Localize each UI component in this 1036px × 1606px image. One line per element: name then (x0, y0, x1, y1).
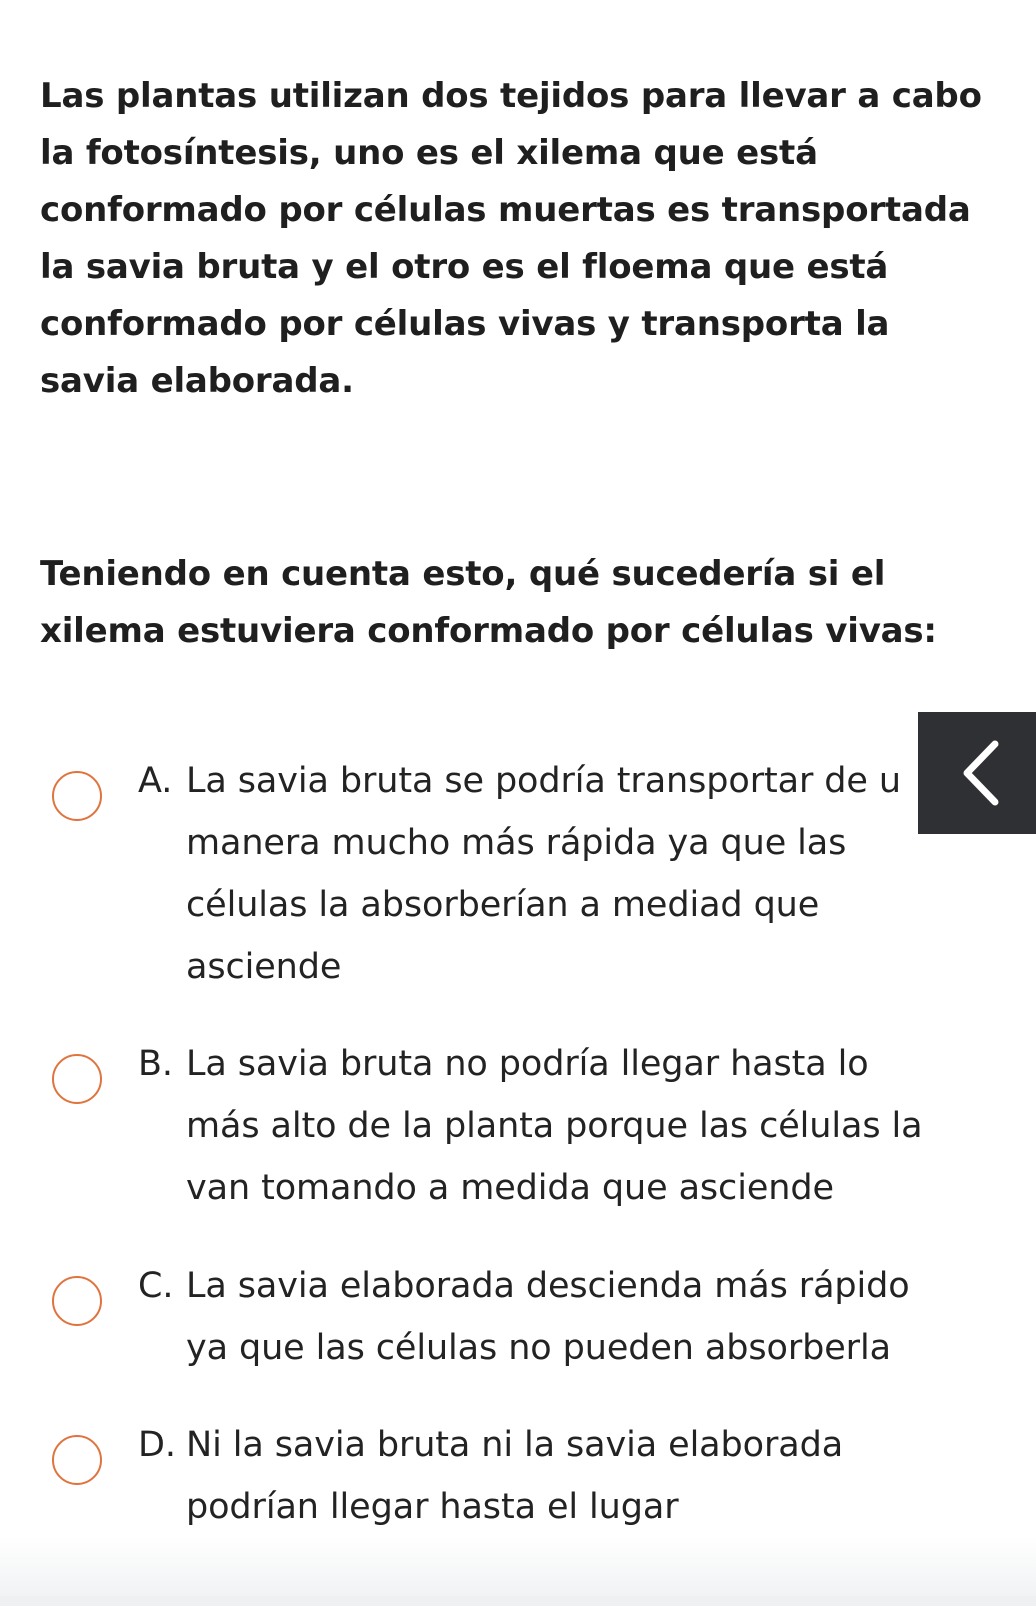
option-c-letter: C. (138, 1266, 174, 1306)
option-b-letter: B. (138, 1044, 173, 1084)
option-a-letter: A. (138, 761, 173, 801)
option-c-text: La savia elaborada descienda más rápido ya que las células no pueden absorberla (186, 1266, 910, 1368)
back-tab-button[interactable] (918, 712, 1036, 834)
intro-paragraph: Las plantas utilizan dos tejidos para llevar a cabo la fotosíntesis, uno es el xilema que está conformado por células muertas es transportada la savia bruta y el otro es el floema que está conformado por células vivas y transporta la savia elaborada. (40, 76, 982, 401)
bottom-edge (0, 1596, 1036, 1606)
option-a[interactable] (52, 750, 992, 998)
option-d[interactable] (52, 1414, 992, 1538)
radio-button-d[interactable] (52, 1435, 102, 1485)
question-prompt: Teniendo en cuenta esto, qué sucedería si el xilema estuviera conformado por células vivas: (40, 554, 937, 651)
radio-button-a[interactable] (52, 771, 102, 821)
option-a-text: La savia bruta se podría transportar de u manera mucho más rápida ya que las células la absorberían a mediad que asciende (186, 761, 901, 987)
option-d-letter: D. (138, 1425, 176, 1465)
option-c[interactable] (52, 1255, 992, 1379)
radio-button-b[interactable] (52, 1054, 102, 1104)
chevron-left-icon (957, 738, 1003, 808)
option-b-text: La savia bruta no podría llegar hasta lo más alto de la planta porque las células la van tomando a medida que asciende (186, 1044, 923, 1208)
radio-button-c[interactable] (52, 1276, 102, 1326)
option-b[interactable] (52, 1033, 992, 1219)
option-d-text: Ni la savia bruta ni la savia elaborada podrían llegar hasta el lugar (186, 1425, 844, 1527)
